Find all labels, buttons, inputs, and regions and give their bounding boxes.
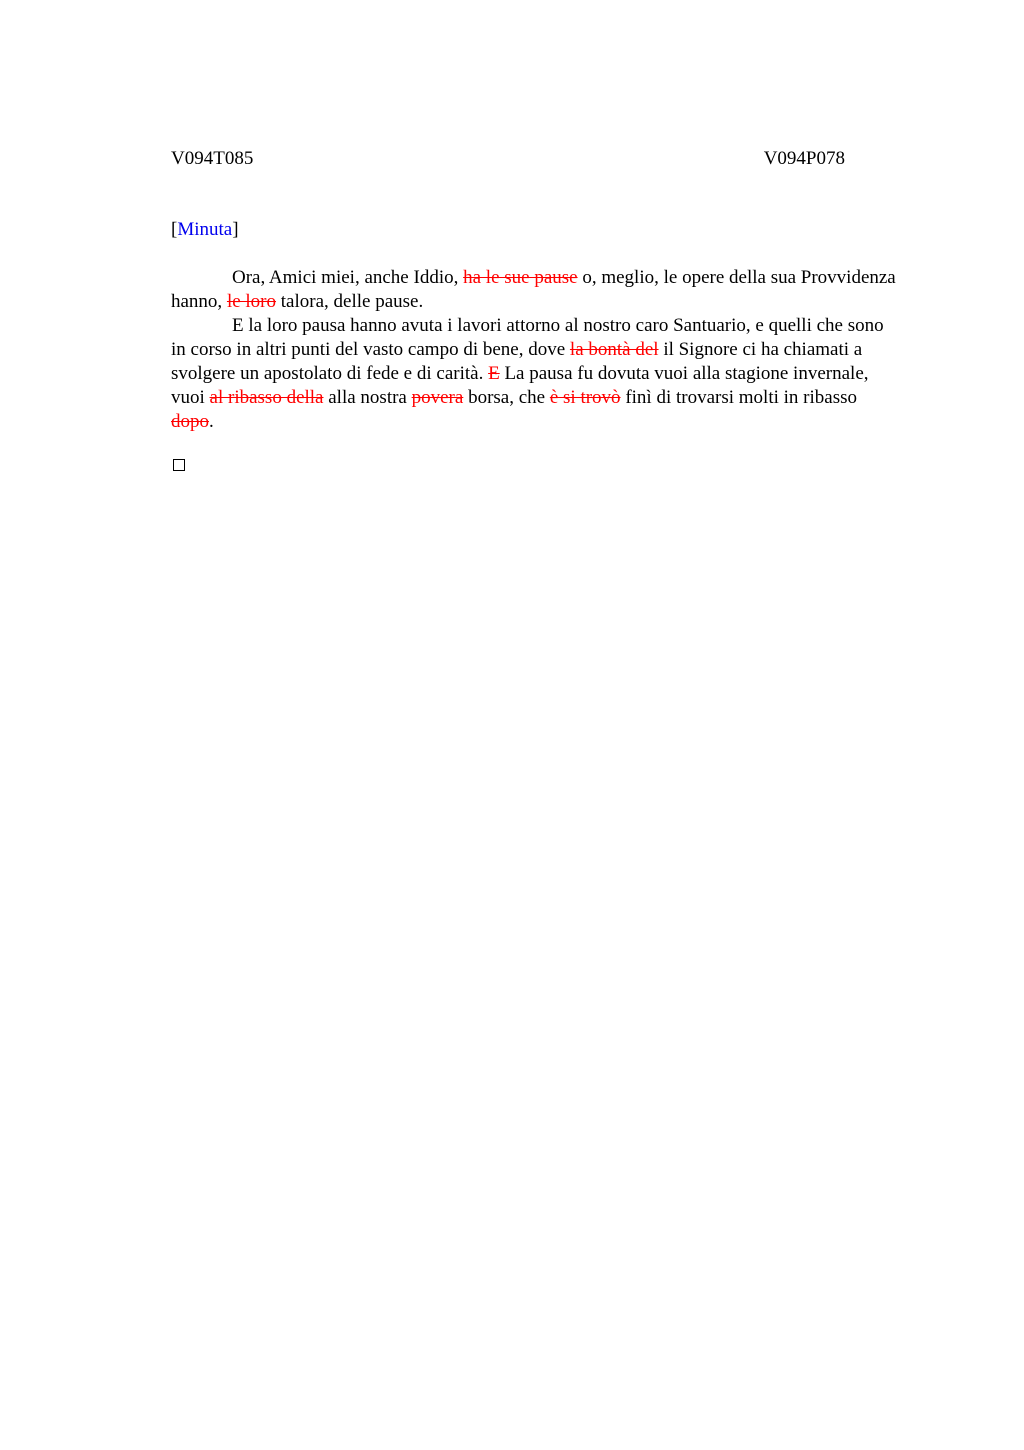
deleted-text: E	[488, 363, 500, 384]
open-bracket: [	[171, 219, 178, 240]
deleted-text: dopo	[171, 411, 209, 432]
deleted-text: le loro	[226, 291, 277, 312]
text-segment: La pausa fu dovuta vuoi alla stagione invernale, vuoi	[171, 363, 869, 408]
deleted-text: al ribasso della	[209, 387, 324, 408]
page-header	[171, 147, 845, 171]
text-segment: Ora, Amici miei, anche Iddio,	[232, 267, 464, 288]
text-segment: finì di trovarsi molti in ribasso	[620, 387, 857, 408]
paragraph-1	[171, 266, 901, 314]
text-segment: o, meglio, le opere della sua Provvidenza hanno,	[171, 267, 896, 312]
deleted-text: povera	[411, 387, 464, 408]
text-segment: il Signore ci ha chiamati a svolgere un apostolato di fede e di carità.	[171, 339, 863, 384]
deleted-text: è si trovò	[549, 387, 621, 408]
text-segment: alla nostra	[323, 387, 412, 408]
deleted-text: la bontà del	[569, 339, 659, 360]
square-outline-icon	[173, 459, 185, 471]
text-segment: E la loro pausa hanno avuta i lavori attorno al nostro caro Santuario, e quelli che sono in corso in altri punti del vasto campo di bene, dove	[171, 315, 884, 360]
text-segment: .	[209, 411, 214, 432]
minuta-label: Minuta	[177, 219, 233, 240]
section-label	[171, 218, 239, 242]
close-bracket: ]	[232, 219, 239, 240]
document-code-left: V094T085	[171, 148, 254, 169]
text-segment: talora, delle pause.	[276, 291, 424, 312]
paragraph-2	[171, 314, 901, 434]
document-code-right: V094P078	[763, 148, 845, 169]
text-segment: borsa, che	[463, 387, 550, 408]
deleted-text: ha le sue pause	[463, 267, 578, 288]
body-text	[171, 266, 901, 434]
